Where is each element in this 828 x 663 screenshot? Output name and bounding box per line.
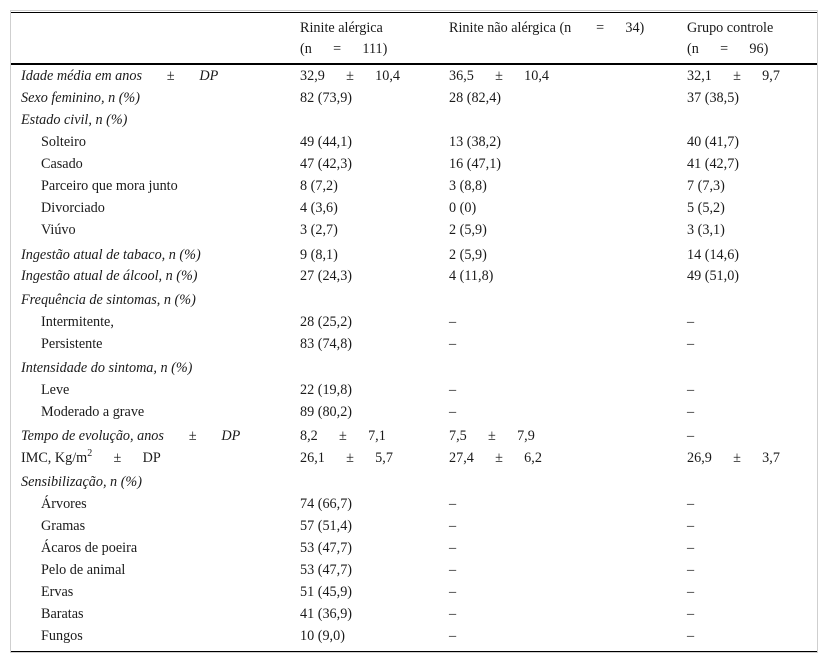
- row-label-text: Fungos: [41, 628, 83, 644]
- value-control: 7 (7,3): [687, 178, 725, 194]
- row-label-text: Baratas: [41, 606, 84, 622]
- row-label-text: IMC, Kg/m: [21, 450, 88, 466]
- value-allergic: 41 (36,9): [300, 606, 353, 622]
- superscript: 2: [87, 448, 93, 459]
- value-nonallergic: 36,5 ± 10,4: [449, 68, 550, 84]
- value-allergic: 83 (74,8): [300, 336, 353, 352]
- value-nonallergic: –: [449, 584, 457, 600]
- row-label-text: Ervas: [41, 584, 74, 600]
- row-label: [21, 450, 161, 466]
- row-label: [21, 428, 240, 444]
- row-label: [21, 90, 140, 106]
- row-label-tail: ± DP: [92, 450, 161, 466]
- header-control-n: (n = 96): [687, 41, 769, 57]
- row-label-text: Gramas: [41, 518, 86, 534]
- value-control: 49 (51,0): [687, 268, 740, 284]
- row-label: [21, 268, 198, 284]
- row-label-text: Sensibilização, n (%): [21, 474, 142, 490]
- header-allergic-n: (n = 111): [300, 41, 388, 57]
- value-allergic: 4 (3,6): [300, 200, 338, 216]
- value-nonallergic: –: [449, 540, 457, 556]
- value-nonallergic: 7,5 ± 7,9: [449, 428, 535, 444]
- row-sublabel: [41, 496, 87, 512]
- header-nonallergic-rhinitis: Rinite não alérgica (n = 34): [449, 20, 645, 36]
- row-label: [21, 247, 201, 263]
- row-sublabel: [41, 314, 114, 330]
- value-nonallergic: –: [449, 314, 457, 330]
- value-control: 40 (41,7): [687, 134, 740, 150]
- value-control: –: [687, 428, 695, 444]
- value-allergic: 57 (51,4): [300, 518, 353, 534]
- value-control: –: [687, 606, 695, 622]
- value-control: –: [687, 584, 695, 600]
- value-nonallergic: 4 (11,8): [449, 268, 494, 284]
- row-label-text: Idade média em anos ± DP: [21, 68, 219, 84]
- row-label: [21, 474, 142, 490]
- value-control: –: [687, 518, 695, 534]
- value-allergic: 89 (80,2): [300, 404, 353, 420]
- value-nonallergic: –: [449, 628, 457, 644]
- value-allergic: 10 (9,0): [300, 628, 345, 644]
- value-allergic: 8,2 ± 7,1: [300, 428, 386, 444]
- value-control: –: [687, 540, 695, 556]
- row-label: [21, 68, 218, 84]
- value-allergic: 47 (42,3): [300, 156, 353, 172]
- row-sublabel: [41, 584, 73, 600]
- value-allergic: 22 (19,8): [300, 382, 353, 398]
- row-label-text: Estado civil, n (%): [21, 112, 128, 128]
- row-sublabel: [41, 518, 85, 534]
- value-allergic: 53 (47,7): [300, 540, 353, 556]
- value-allergic: 53 (47,7): [300, 562, 353, 578]
- row-label: [21, 112, 127, 128]
- value-control: 32,1 ± 9,7: [687, 68, 780, 84]
- value-nonallergic: 16 (47,1): [449, 156, 502, 172]
- value-nonallergic: 13 (38,2): [449, 134, 502, 150]
- value-nonallergic: 3 (8,8): [449, 178, 487, 194]
- value-control: –: [687, 336, 695, 352]
- row-label-text: Leve: [41, 382, 70, 398]
- value-allergic: 27 (24,3): [300, 268, 353, 284]
- value-allergic: 74 (66,7): [300, 496, 353, 512]
- row-label-text: Ácaros de poeira: [41, 540, 138, 556]
- value-control: 41 (42,7): [687, 156, 740, 172]
- row-sublabel: [41, 336, 102, 352]
- row-label-text: Ingestão atual de tabaco, n (%): [21, 247, 201, 263]
- value-allergic: 49 (44,1): [300, 134, 353, 150]
- row-label-text: Viúvo: [41, 222, 76, 238]
- row-label-text: Tempo de evolução, anos ± DP: [21, 428, 241, 444]
- value-control: 3 (3,1): [687, 222, 725, 238]
- value-control: –: [687, 496, 695, 512]
- row-sublabel: [41, 540, 137, 556]
- value-nonallergic: 2 (5,9): [449, 222, 487, 238]
- row-label-text: Pelo de animal: [41, 562, 126, 578]
- bottom-rule: [11, 651, 817, 652]
- row-label-text: Solteiro: [41, 134, 86, 150]
- value-control: 14 (14,6): [687, 247, 740, 263]
- value-control: –: [687, 628, 695, 644]
- value-nonallergic: 2 (5,9): [449, 247, 487, 263]
- row-label-text: Sexo feminino, n (%): [21, 90, 140, 106]
- value-nonallergic: –: [449, 404, 457, 420]
- row-label-text: Intensidade do sintoma, n (%): [21, 360, 193, 376]
- value-allergic: 32,9 ± 10,4: [300, 68, 401, 84]
- value-allergic: 51 (45,9): [300, 584, 353, 600]
- value-control: –: [687, 382, 695, 398]
- value-nonallergic: 0 (0): [449, 200, 477, 216]
- row-label-text: Casado: [41, 156, 83, 172]
- value-allergic: 3 (2,7): [300, 222, 338, 238]
- row-sublabel: [41, 404, 144, 420]
- value-control: –: [687, 562, 695, 578]
- row-sublabel: [41, 382, 69, 398]
- value-nonallergic: 27,4 ± 6,2: [449, 450, 542, 466]
- row-sublabel: [41, 156, 83, 172]
- row-label: [21, 360, 192, 376]
- value-nonallergic: –: [449, 562, 457, 578]
- row-sublabel: [41, 562, 125, 578]
- data-table: [10, 10, 818, 653]
- value-nonallergic: –: [449, 606, 457, 622]
- value-allergic: 82 (73,9): [300, 90, 353, 106]
- row-label-text: Divorciado: [41, 200, 105, 216]
- row-label-text: Ingestão atual de álcool, n (%): [21, 268, 198, 284]
- value-control: 26,9 ± 3,7: [687, 450, 780, 466]
- header-allergic-rhinitis: Rinite alérgica: [300, 20, 383, 36]
- value-allergic: 8 (7,2): [300, 178, 338, 194]
- row-label-text: Parceiro que mora junto: [41, 178, 178, 194]
- value-allergic: 9 (8,1): [300, 247, 338, 263]
- row-label: [21, 292, 196, 308]
- value-allergic: 28 (25,2): [300, 314, 353, 330]
- row-label-text: Frequência de sintomas, n (%): [21, 292, 196, 308]
- row-sublabel: [41, 200, 105, 216]
- row-sublabel: [41, 178, 178, 194]
- value-allergic: 26,1 ± 5,7: [300, 450, 393, 466]
- row-label-text: Árvores: [41, 496, 87, 512]
- value-nonallergic: 28 (82,4): [449, 90, 502, 106]
- value-nonallergic: –: [449, 518, 457, 534]
- row-label-text: Persistente: [41, 336, 103, 352]
- row-sublabel: [41, 222, 76, 238]
- value-control: 37 (38,5): [687, 90, 740, 106]
- header-control-group: Grupo controle: [687, 20, 774, 36]
- row-label-text: Moderado a grave: [41, 404, 145, 420]
- value-nonallergic: –: [449, 382, 457, 398]
- value-nonallergic: –: [449, 336, 457, 352]
- top-rule: [11, 12, 817, 13]
- row-sublabel: [41, 628, 83, 644]
- value-control: –: [687, 314, 695, 330]
- value-control: –: [687, 404, 695, 420]
- row-sublabel: [41, 134, 86, 150]
- header-rule: [11, 63, 817, 65]
- value-control: 5 (5,2): [687, 200, 725, 216]
- row-sublabel: [41, 606, 84, 622]
- value-nonallergic: –: [449, 496, 457, 512]
- row-label-text: Intermitente,: [41, 314, 114, 330]
